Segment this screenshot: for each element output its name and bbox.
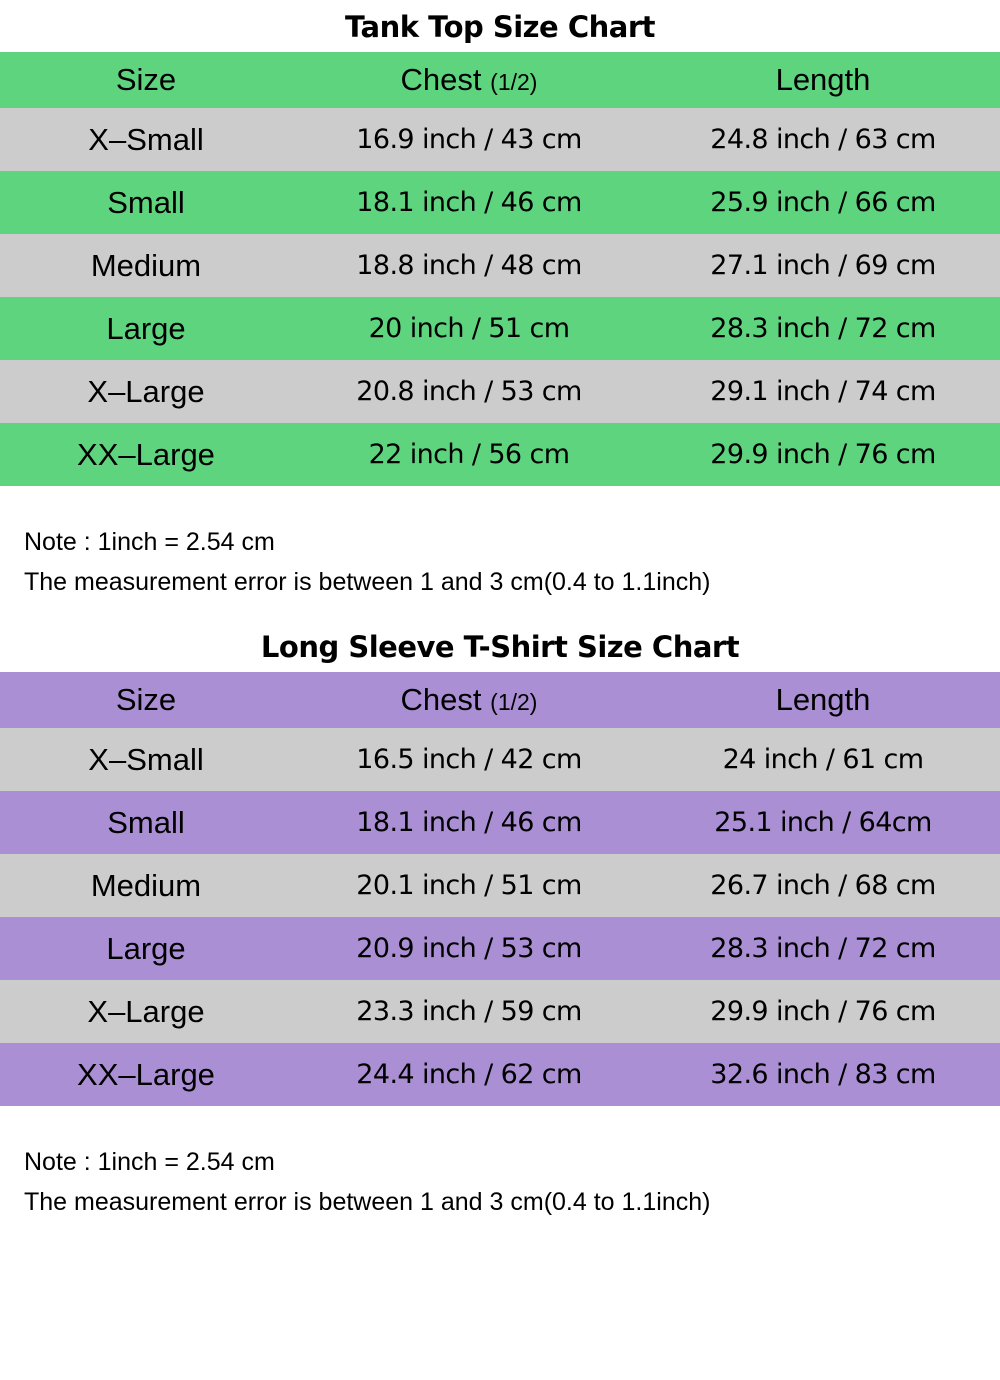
table-row bbox=[0, 423, 1000, 486]
table-row bbox=[0, 791, 1000, 854]
cell-length: 26.7 inch / 68 cm bbox=[646, 854, 1000, 917]
column-header-chest-sub: (1/2) bbox=[490, 69, 538, 95]
note-tolerance: The measurement error is between 1 and 3 cm(0.4 to 1.1inch) bbox=[24, 568, 711, 596]
column-header-chest-sub: (1/2) bbox=[490, 689, 538, 715]
table-header-row bbox=[0, 52, 1000, 108]
column-header-size: Size bbox=[0, 52, 292, 108]
cell-size: Small bbox=[0, 171, 292, 234]
cell-chest: 20.9 inch / 53 cm bbox=[292, 917, 646, 980]
cell-size: Medium bbox=[0, 234, 292, 297]
column-header-length: Length bbox=[646, 52, 1000, 108]
column-header-length: Length bbox=[646, 672, 1000, 728]
cell-length: 29.1 inch / 74 cm bbox=[646, 360, 1000, 423]
cell-length: 27.1 inch / 69 cm bbox=[646, 234, 1000, 297]
cell-size: XX–Large bbox=[0, 1043, 292, 1106]
column-header-chest-label: Chest bbox=[400, 682, 482, 717]
cell-length: 29.9 inch / 76 cm bbox=[646, 980, 1000, 1043]
table-row bbox=[0, 1043, 1000, 1106]
table-row bbox=[0, 854, 1000, 917]
cell-chest: 23.3 inch / 59 cm bbox=[292, 980, 646, 1043]
note-conversion: Note : 1inch = 2.54 cm bbox=[24, 528, 275, 556]
table-row bbox=[0, 728, 1000, 791]
note-tolerance: The measurement error is between 1 and 3 cm(0.4 to 1.1inch) bbox=[24, 1188, 711, 1216]
cell-length: 28.3 inch / 72 cm bbox=[646, 917, 1000, 980]
cell-size: Small bbox=[0, 791, 292, 854]
cell-length: 25.1 inch / 64cm bbox=[646, 791, 1000, 854]
cell-chest: 24.4 inch / 62 cm bbox=[292, 1043, 646, 1106]
cell-chest: 16.9 inch / 43 cm bbox=[292, 108, 646, 171]
long-sleeve-size-chart bbox=[0, 620, 1000, 1222]
size-table-long-sleeve bbox=[0, 672, 1000, 1106]
cell-length: 32.6 inch / 83 cm bbox=[646, 1043, 1000, 1106]
table-row bbox=[0, 234, 1000, 297]
page-title-tank-top: Tank Top Size Chart bbox=[345, 10, 655, 44]
table-row bbox=[0, 917, 1000, 980]
cell-chest: 16.5 inch / 42 cm bbox=[292, 728, 646, 791]
table-body-long-sleeve bbox=[0, 728, 1000, 1106]
page-title-long-sleeve: Long Sleeve T-Shirt Size Chart bbox=[260, 630, 740, 664]
cell-chest: 18.1 inch / 46 cm bbox=[292, 171, 646, 234]
column-header-chest bbox=[292, 52, 646, 108]
cell-length: 24 inch / 61 cm bbox=[646, 728, 1000, 791]
cell-size: X–Large bbox=[0, 980, 292, 1043]
size-table-tank-top bbox=[0, 52, 1000, 486]
table-header-row bbox=[0, 672, 1000, 728]
cell-length: 24.8 inch / 63 cm bbox=[646, 108, 1000, 171]
column-header-chest-label: Chest bbox=[400, 62, 482, 97]
note-conversion: Note : 1inch = 2.54 cm bbox=[24, 1148, 275, 1176]
cell-chest: 20.8 inch / 53 cm bbox=[292, 360, 646, 423]
cell-length: 29.9 inch / 76 cm bbox=[646, 423, 1000, 486]
table-row bbox=[0, 297, 1000, 360]
cell-size: Large bbox=[0, 917, 292, 980]
cell-size: X–Small bbox=[0, 728, 292, 791]
cell-chest: 18.8 inch / 48 cm bbox=[292, 234, 646, 297]
table-row bbox=[0, 360, 1000, 423]
table-body-tank-top bbox=[0, 108, 1000, 486]
cell-chest: 18.1 inch / 46 cm bbox=[292, 791, 646, 854]
cell-length: 25.9 inch / 66 cm bbox=[646, 171, 1000, 234]
cell-chest: 20.1 inch / 51 cm bbox=[292, 854, 646, 917]
table-row bbox=[0, 980, 1000, 1043]
cell-chest: 22 inch / 56 cm bbox=[292, 423, 646, 486]
cell-length: 28.3 inch / 72 cm bbox=[646, 297, 1000, 360]
cell-chest: 20 inch / 51 cm bbox=[292, 297, 646, 360]
notes-tank-top bbox=[0, 486, 1000, 602]
notes-long-sleeve bbox=[0, 1106, 1000, 1222]
column-header-size: Size bbox=[0, 672, 292, 728]
cell-size: Medium bbox=[0, 854, 292, 917]
cell-size: Large bbox=[0, 297, 292, 360]
cell-size: X–Large bbox=[0, 360, 292, 423]
table-row bbox=[0, 171, 1000, 234]
tank-top-size-chart bbox=[0, 0, 1000, 602]
cell-size: X–Small bbox=[0, 108, 292, 171]
table-row bbox=[0, 108, 1000, 171]
cell-size: XX–Large bbox=[0, 423, 292, 486]
column-header-chest bbox=[292, 672, 646, 728]
